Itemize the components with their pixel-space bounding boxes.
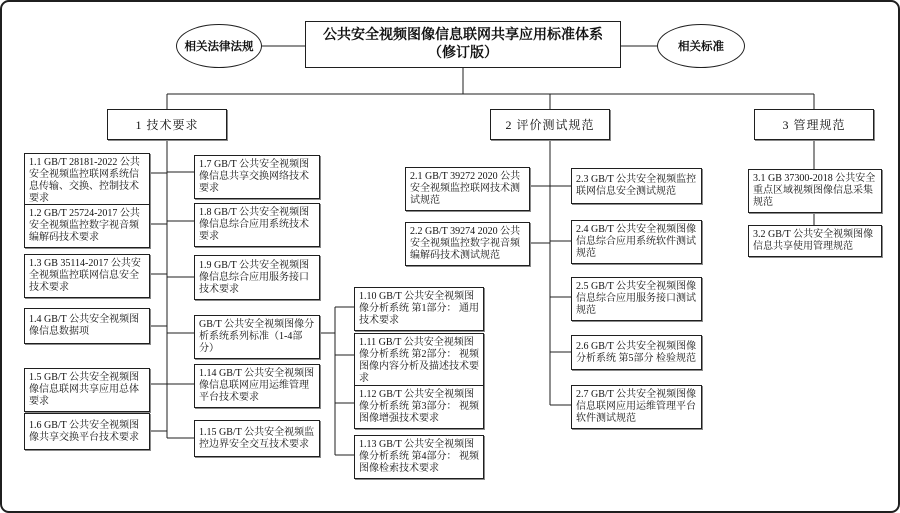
node-1-13 [354,435,484,479]
related-standards-label: 相关标准 [678,41,724,53]
node-2-1 [405,167,530,211]
node-1-1-text: 1.1 GB/T 28181-2022 公共安全视频监控联网系统信息传输、交换、控制技术要求 [29,157,140,204]
node-1-5-text: 1.5 GB/T 公共安全视频图像信息联网共享应用总体要求 [29,372,140,407]
node-1-11 [354,333,484,389]
node-2-5 [571,277,702,321]
node-1-5 [24,368,150,412]
node-1-6-text: 1.6 GB/T 公共安全视频图像共享交换平台技术要求 [29,419,140,443]
branch-technical-requirements [107,109,227,140]
node-3-2-text: 3.2 GB/T 公共安全视频图像信息共享使用管理规范 [753,229,874,252]
node-2-4 [571,220,702,264]
node-1-14 [194,364,320,408]
branch-3-label: 3 管理规范 [782,117,846,132]
node-1-14-text: 1.14 GB/T 公共安全视频图像信息联网应用运维管理平台技术要求 [199,368,315,403]
node-3-1-text: 3.1 GB 37300-2018 公共安全重点区域视频图像信息采集规范 [753,173,876,208]
node-1-7-text: 1.7 GB/T 公共安全视频图像信息共享交换网络技术要求 [199,159,310,194]
node-1-7 [194,155,320,199]
diagram-title [305,21,621,68]
related-laws-label: 相关法律法规 [184,41,254,53]
node-1-15 [194,420,320,457]
node-2-5-text: 2.5 GB/T 公共安全视频图像信息综合应用服务接口测试规范 [576,281,697,316]
node-series-1-4-text: GB/T 公共安全视频图像分析系统系列标准（1-4部分） [199,319,315,354]
node-2-4-text: 2.4 GB/T 公共安全视频图像信息综合应用系统软件测试规范 [576,224,697,259]
branch-1-label: 1 技术要求 [135,117,199,132]
node-2-7-text: 2.7 GB/T 公共安全视频图像信息联网应用运维管理平台软件测试规范 [576,389,697,424]
node-3-2 [748,225,882,257]
node-1-11-text: 1.11 GB/T 公共安全视频图像分析系统 第2部分： 视频图像内容分析及描述技术要求 [359,337,479,384]
node-1-6 [24,413,150,450]
node-2-1-text: 2.1 GB/T 39272 2020 公共安全视频监控联网技术测试规范 [410,171,521,206]
node-2-3 [571,168,702,204]
branch-management [754,109,874,140]
related-standards-node [657,24,745,68]
related-laws-node [176,24,262,68]
node-1-8-text: 1.8 GB/T 公共安全视频图像信息综合应用系统技术要求 [199,207,310,242]
node-2-6-text: 2.6 GB/T 公共安全视频图像分析系统 第5部分 检验规范 [576,340,697,364]
node-1-3-text: 1.3 GB 35114-2017 公共安全视频监控联网信息安全技术要求 [29,258,141,293]
node-1-2-text: 1.2 GB/T 25724-2017 公共安全视频监控数字视音频编解码技术要求 [29,208,140,243]
node-1-12-text: 1.12 GB/T 公共安全视频图像分析系统 第3部分： 视频图像增强技术要求 [359,389,479,424]
node-2-2-text: 2.2 GB/T 39274 2020 公共安全视频监控数字视音频编解码技术测试规范 [410,226,521,261]
node-series-1-4 [194,315,320,359]
branch-evaluation-test [490,109,610,140]
branch-2-label: 2 评价测试规范 [505,117,595,132]
node-1-13-text: 1.13 GB/T 公共安全视频图像分析系统 第4部分： 视频图像检索技术要求 [359,439,479,474]
node-2-2 [405,222,530,266]
node-2-6 [571,335,702,370]
node-1-15-text: 1.15 GB/T 公共安全视频监控边界安全交互技术要求 [199,426,315,450]
node-1-3 [24,254,150,298]
node-1-2 [24,204,150,248]
node-1-8 [194,203,320,247]
node-2-3-text: 2.3 GB/T 公共安全视频监控联网信息安全测试规范 [576,174,697,197]
title-line-1: 公共安全视频图像信息联网共享应用标准体系 [323,27,603,43]
node-1-10 [354,287,484,331]
title-line-2: （修订版） [428,45,498,61]
node-1-1 [24,153,150,209]
node-1-4-text: 1.4 GB/T 公共安全视频图像信息数据项 [29,314,140,337]
node-1-4 [24,308,150,344]
node-2-7 [571,385,702,429]
node-1-10-text: 1.10 GB/T 公共安全视频图像分析系统 第1部分： 通用技术要求 [359,291,479,326]
node-3-1 [748,169,882,213]
node-1-9 [194,255,320,300]
node-1-9-text: 1.9 GB/T 公共安全视频图像信息综合应用服务接口技术要求 [199,259,310,295]
node-1-12 [354,385,484,429]
